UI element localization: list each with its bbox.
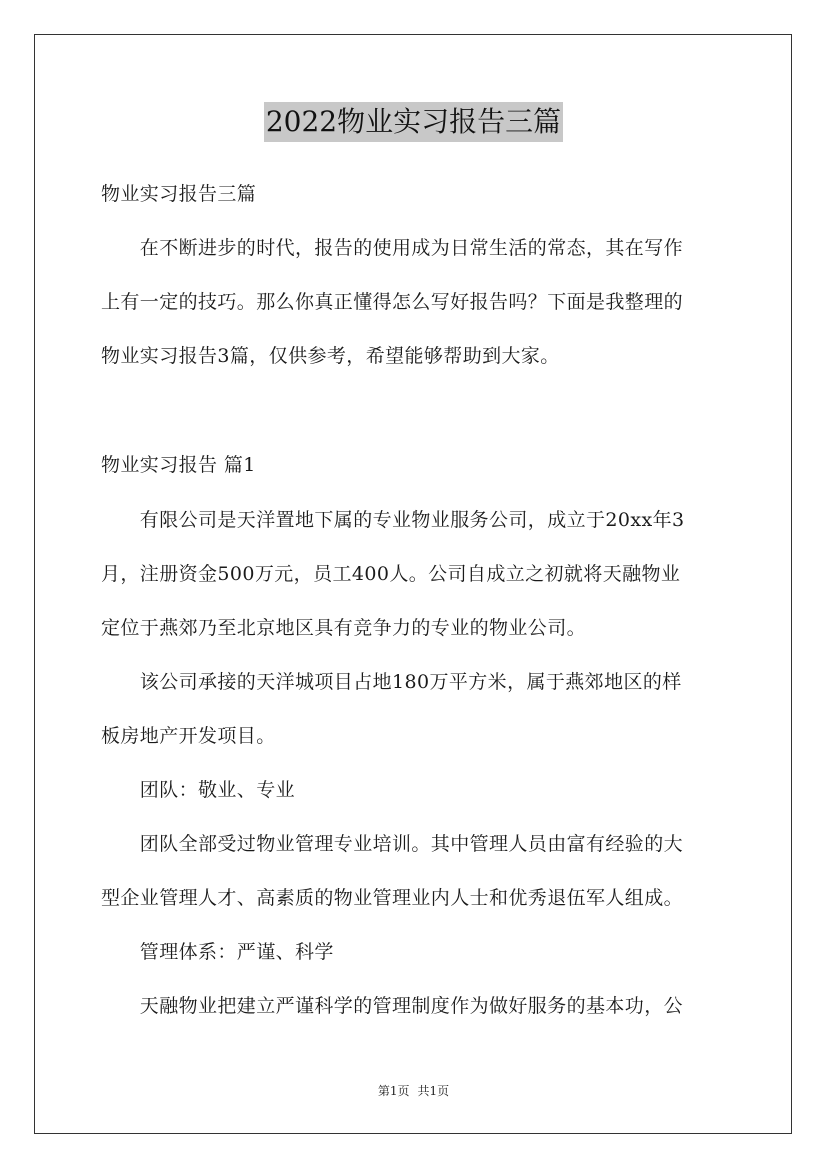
body-line: 该公司承接的天洋城项目占地180万平方米，属于燕郊地区的样: [101, 671, 682, 693]
title-container: [0, 102, 827, 142]
body-line: 型企业管理人才、高素质的物业管理业内人士和优秀退伍军人组成。: [101, 887, 684, 909]
body-line: 定位于燕郊乃至北京地区具有竞争力的专业的物业公司。: [101, 617, 587, 639]
body-line: 团队：敬业、专业: [101, 779, 296, 801]
body-line: 有限公司是天洋置地下属的专业物业服务公司，成立于20xx年3: [101, 509, 685, 531]
body-line: 管理体系：严谨、科学: [101, 941, 334, 963]
page-number: 第1页: [377, 1084, 410, 1098]
body-line: 团队全部受过物业管理专业培训。其中管理人员由富有经验的大: [101, 833, 684, 855]
body-line: 板房地产开发项目。: [101, 725, 276, 747]
document-title: 2022物业实习报告三篇: [264, 102, 563, 142]
page-total: 共1页: [417, 1084, 450, 1098]
body-line: 月，注册资金500万元，员工400人。公司自成立之初就将天融物业: [101, 563, 681, 585]
body-line: 物业实习报告3篇，仅供参考，希望能够帮助到大家。: [101, 345, 560, 367]
body-line: 天融物业把建立严谨科学的管理制度作为做好服务的基本功，公: [101, 995, 684, 1017]
subtitle-line: 物业实习报告三篇: [101, 183, 257, 205]
body-line: 在不断进步的时代，报告的使用成为日常生活的常态，其在写作: [101, 237, 684, 259]
section-heading: 物业实习报告 篇1: [101, 454, 256, 476]
page-footer: [0, 1083, 827, 1099]
body-line: 上有一定的技巧。那么你真正懂得怎么写好报告吗？下面是我整理的: [101, 291, 684, 313]
